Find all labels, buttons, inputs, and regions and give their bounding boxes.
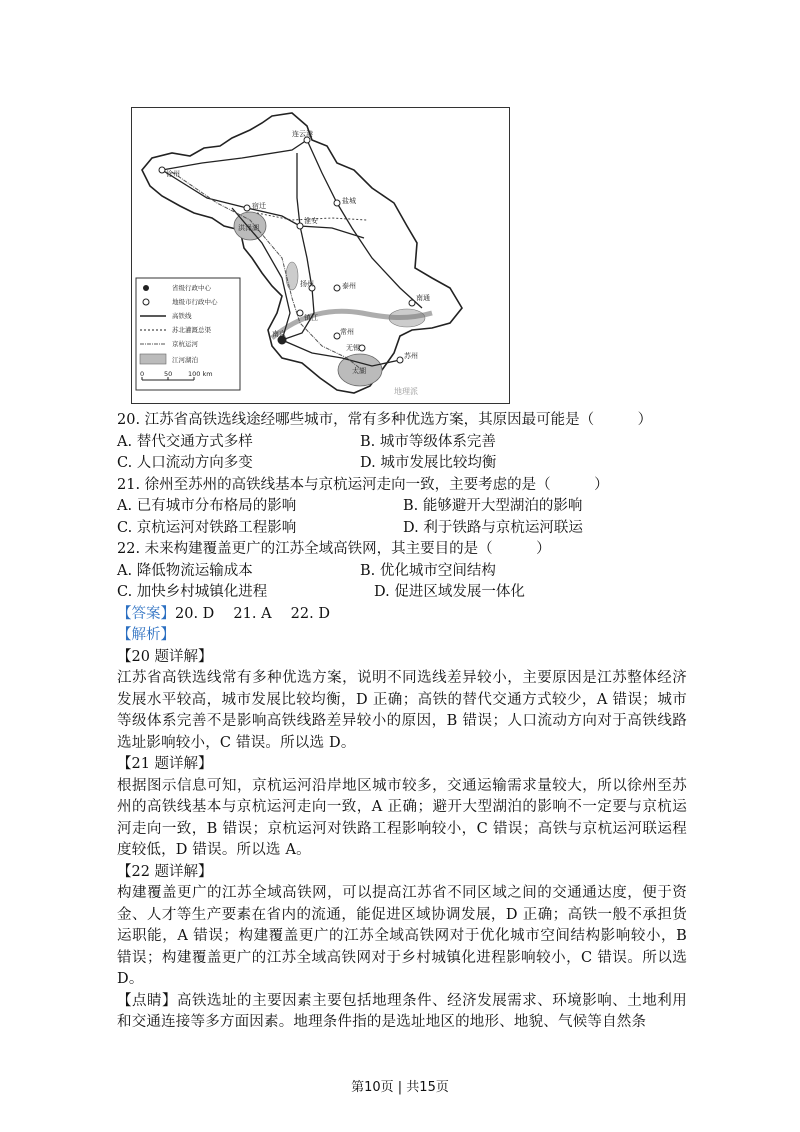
q21-option-c: C. 京杭运河对铁路工程影响 (117, 519, 297, 536)
q22-option-a: A. 降低物流运输成本 (117, 562, 253, 579)
q20-option-d: D. 城市发展比较均衡 (360, 455, 497, 471)
map-svg (132, 108, 509, 403)
q20-option-c: C. 人口流动方向多变 (117, 455, 253, 471)
q20-stem: 20. 江苏省高铁选线途经哪些城市，常有多种优选方案，其原因最可能是（ ） (117, 412, 653, 428)
tip-paragraph (117, 991, 687, 1034)
q20-option-a: A. 替代交通方式多样 (117, 433, 253, 450)
d22-text: 构建覆盖更广的江苏全域高铁网，可以提高江苏省不同区域之间的交通通达度，便于资金、人才等生产要素在省内的流通，能促进区域协调发展，D 正确；高铁一般不承担货运职能，A 错误；构建覆盖更广的江苏全域高铁网对于优化城市空间结构影响较小，B 错误；构建覆盖更广的江苏全域高铁网对于乡村城镇化进程影响较小，C 错误。所以选 D。 (117, 885, 687, 987)
legend-label: 苏北灌溉总渠 (172, 326, 211, 334)
city-label: 南通 (416, 294, 430, 302)
q21-options-row1 (117, 496, 687, 518)
scale-label: 0 (140, 370, 145, 378)
scale-label: 50 (164, 370, 173, 378)
city-label: 苏州 (404, 352, 418, 360)
d21-title: 【21 题详解】 (117, 756, 213, 772)
lake-label: 太湖 (352, 367, 366, 375)
legend-label: 地级市行政中心 (172, 298, 218, 306)
lake-label: 洪泽湖 (238, 224, 259, 232)
q22-stem: 22. 未来构建覆盖更广的江苏全域高铁网，其主要目的是（ ） (117, 541, 551, 557)
legend-label: 京杭运河 (172, 340, 198, 348)
answer-text: 20. D 21. A 22. D (175, 605, 330, 622)
answer-line (117, 604, 687, 626)
q21-stem: 21. 徐州至苏州的高铁线基本与京杭运河走向一致，主要考虑的是（ ） (117, 476, 609, 493)
d20-text: 江苏省高铁选线常有多种优选方案，说明不同选线差异较小，主要原因是江苏整体经济发展水平较高，城市发展比较均衡，D 正确；高铁的替代交通方式较少，A 错误；城市等级体系完善不是影响高铁线路差异较小的原因，B 错误；人口流动方向对于高铁线路选址影响较小，C 错误。所以选 D。 (117, 670, 687, 751)
city-label: 镇江 (304, 314, 318, 322)
city-label: 常州 (340, 328, 354, 336)
q22-options-row2 (117, 582, 687, 604)
map-legend (136, 278, 240, 390)
legend-label: 江河湖泊 (172, 356, 198, 364)
q22-option-b: B. 优化城市空间结构 (360, 562, 496, 579)
q22-option-c: C. 加快乡村城镇化进程 (117, 584, 268, 600)
analysis-tag: 【解析】 (117, 627, 175, 643)
page-footer: 第10页 | 共15页 (351, 1080, 449, 1095)
scale-label: 100 km (188, 370, 213, 378)
q20-option-b: B. 城市等级体系完善 (360, 433, 496, 450)
city-label: 扬州 (300, 280, 314, 288)
legend-label: 省级行政中心 (172, 284, 211, 292)
jiangsu-railway-map (131, 107, 510, 404)
q22-options-row1 (117, 561, 687, 583)
city-label: 无锡 (346, 344, 360, 352)
question-content (117, 410, 687, 1034)
q21-option-b: B. 能够避开大型湖泊的影响 (403, 498, 583, 514)
city-label: 盐城 (342, 197, 356, 205)
d21-text: 根据图示信息可知，京杭运河沿岸地区城市较多，交通运输需求量较大，所以徐州至苏州的高铁线基本与京杭运河走向一致，A 正确；避开大型湖泊的影响不一定要与京杭运河走向一致，B 错误；京杭运河对铁路工程影响较小，C 错误；高铁与京杭运河联运程度较低，D 错误。所以选 A。 (117, 777, 687, 858)
d22-title: 【22 题详解】 (117, 863, 213, 880)
q21-options-row2 (117, 518, 687, 540)
city-label: 宿迁 (252, 202, 266, 210)
q20-options-row2 (117, 453, 687, 475)
tip-text: 高铁选址的主要因素主要包括地理条件、经济发展需求、环境影响、土地利用和交通连接等多方面因素。地理条件指的是选址地区的地形、地貌、气候等自然条 (117, 992, 687, 1030)
d20-title: 【20 题详解】 (117, 648, 213, 665)
city-label: 连云港 (292, 130, 313, 138)
q21-option-d: D. 利于铁路与京杭运河联运 (403, 519, 583, 536)
city-label: 徐州 (166, 170, 180, 178)
legend-label: 高铁线 (172, 312, 192, 320)
city-label: 淮安 (304, 217, 318, 225)
city-label: 泰州 (342, 282, 356, 290)
city-label: 南京 (272, 330, 286, 338)
q21-option-a: A. 已有城市分布格局的影响 (117, 498, 297, 514)
q22-option-d: D. 促进区域发展一体化 (374, 584, 525, 600)
q20-options-row1 (117, 432, 687, 454)
gaoyou-lake (286, 262, 298, 290)
answer-tag: 【答案】 (117, 605, 175, 622)
tip-tag: 【点睛】 (117, 992, 178, 1009)
map-watermark: 地理派 (394, 387, 418, 396)
